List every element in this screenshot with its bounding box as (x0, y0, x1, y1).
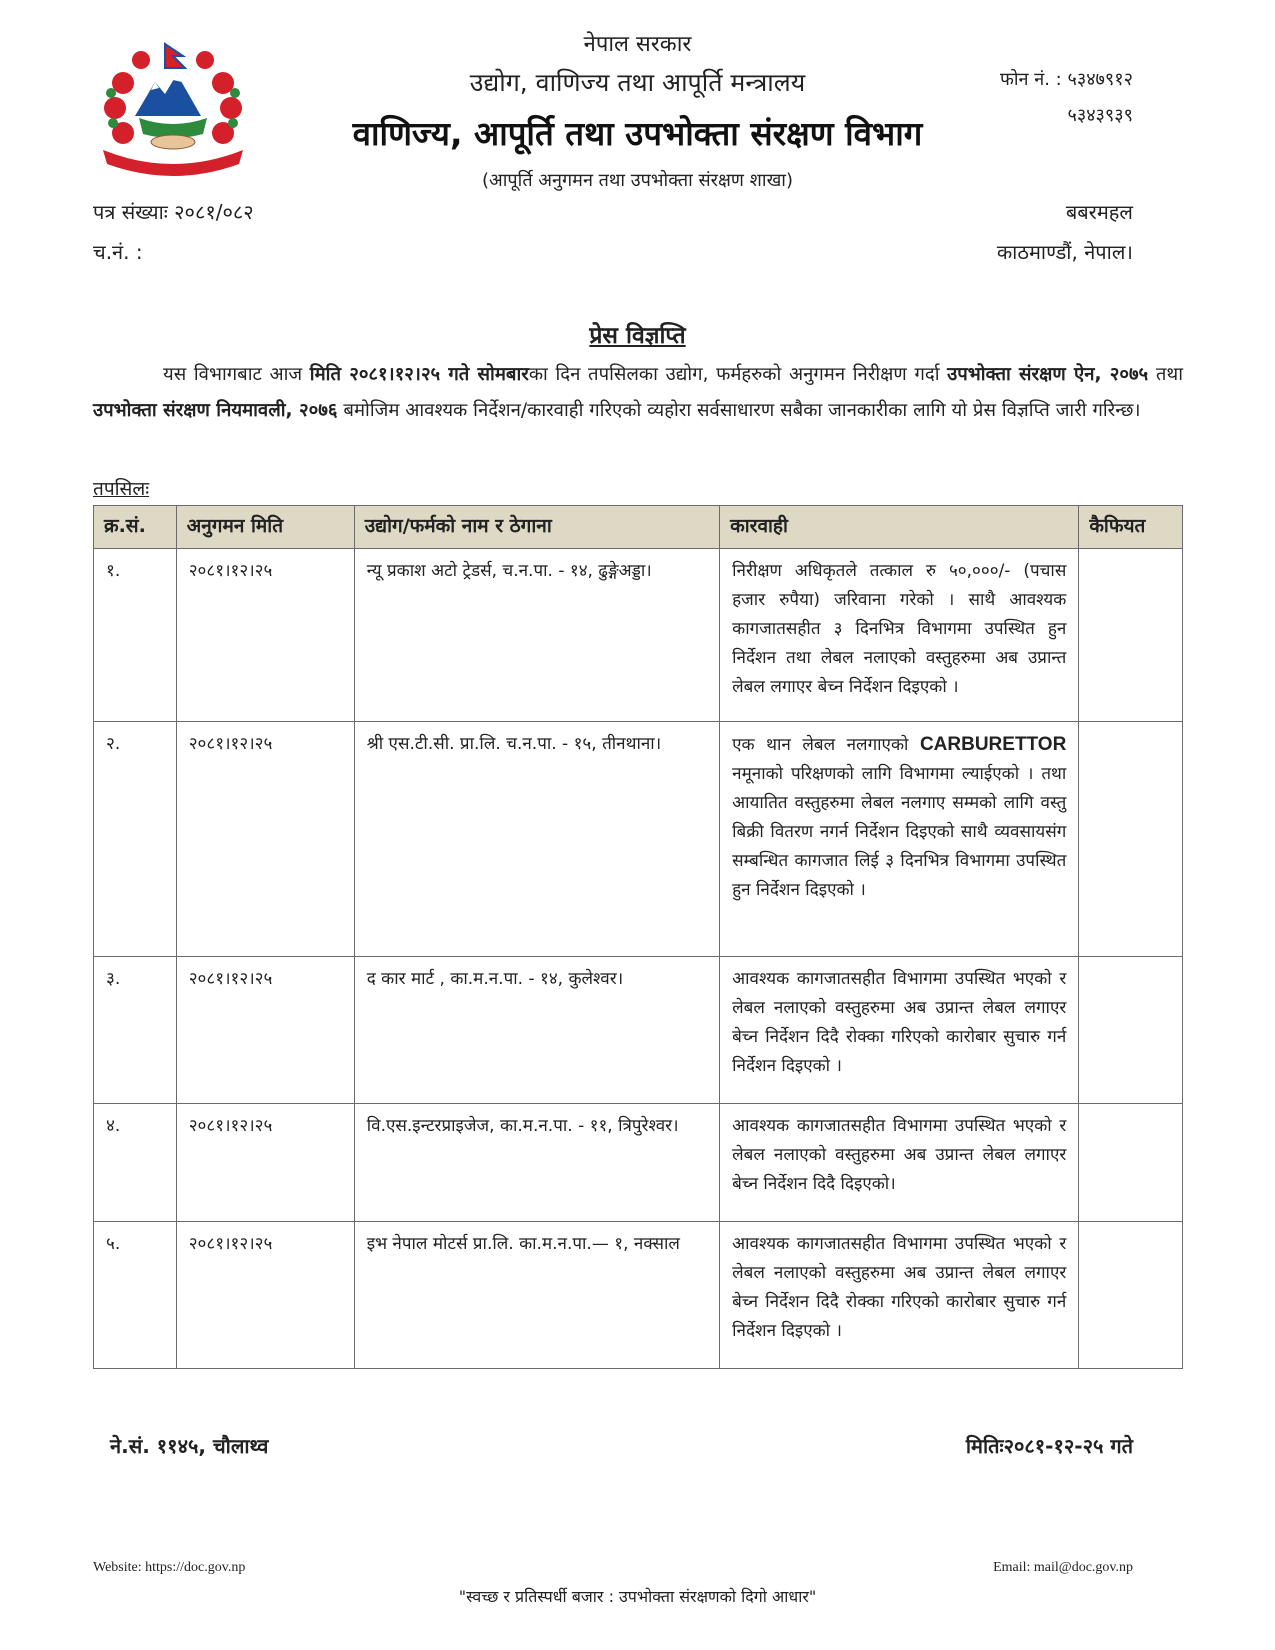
header-action: कारवाही (720, 506, 1079, 549)
cell-action: एक थान लेबल नलगाएको CARBURETTOR नमूनाको परिक्षणको लागि विभागमा ल्याईएको । तथा आयातित वस्तुहरुमा लेबल नलगाए सम्मको लागि वस्तु बिक्री वितरण नगर्न निर्देशन दिइएको साथै व्यवसायसंग सम्बन्धित कागजात लिई ३ दिनभित्र विभागमा उपस्थित हुन निर्देशन दिइएको । (720, 722, 1079, 957)
header-date: अनुगमन मिति (176, 506, 354, 549)
branch-name: (आपूर्ति अनुगमन तथा उपभोक्ता संरक्षण शाखा) (482, 170, 793, 191)
cell-sn: १. (94, 549, 177, 722)
table-header-row (94, 506, 1183, 549)
website-link[interactable]: Website: https://doc.gov.np (93, 1560, 246, 1575)
inspection-table (93, 505, 1183, 1369)
cell-sn: २. (94, 722, 177, 957)
cell-remarks (1079, 1104, 1183, 1222)
header-remarks: कैफियत (1079, 506, 1183, 549)
notice-paragraph: यस विभागबाट आज मिति २०८१।१२।२५ गते सोमबारका दिन तपसिलका उद्योग, फर्महरुको अनुगमन निरीक्षण गर्दा उपभोक्ता संरक्षण ऐन, २०७५ तथा उपभोक्ता संरक्षण नियमावली, २०७६ बमोजिम आवश्यक निर्देशन/कारवाही गरिएको व्यहोरा सर्वसाधारण सबैका जानकारीका लागि यो प्रेस विज्ञप्ति जारी गरिन्छ। (93, 364, 1183, 421)
table-row (94, 957, 1183, 1104)
cell-sn: ३. (94, 957, 177, 1104)
department-name: वाणिज्य, आपूर्ति तथा उपभोक्ता संरक्षण विभाग (352, 114, 923, 153)
cell-date: २०८१।१२।२५ (176, 1222, 354, 1369)
cell-sn: ५. (94, 1222, 177, 1369)
email-link[interactable]: Email: mail@doc.gov.np (993, 1560, 1133, 1575)
location-line-1: बबरमहल (1065, 200, 1133, 224)
cell-firm: वि.एस.इन्टरप्राइजेज, का.म.न.पा. - ११, त्रिपुरेश्वर। (354, 1104, 719, 1222)
cell-action: आवश्यक कागजातसहीत विभागमा उपस्थित भएको र लेबल नलाएको वस्तुहरुमा अब उप्रान्त लेबल लगाएर बेच्न निर्देशन दिदै दिइएको। (720, 1104, 1079, 1222)
nepal-government-emblem (93, 38, 253, 178)
letter-number: पत्र संख्याः २०८१/०८२ (93, 200, 254, 224)
cell-date: २०८१।१२।२५ (176, 722, 354, 957)
issue-date: मितिः२०८१-१२-२५ गते (965, 1434, 1133, 1458)
cell-date: २०८१।१२।२५ (176, 549, 354, 722)
table-row (94, 549, 1183, 722)
cell-firm: श्री एस.टी.सी. प्रा.लि. च.न.पा. - १५, तीनथाना। (354, 722, 719, 957)
phone-number-1: फोन नं. : ५३४७९१२ (1000, 69, 1133, 90)
carburettor-text: CARBURETTOR (919, 734, 1067, 755)
location-line-2: काठमाण्डौं, नेपाल। (996, 240, 1133, 264)
cell-remarks (1079, 549, 1183, 722)
cell-firm: न्यू प्रकाश अटो ट्रेडर्स, च.न.पा. - १४, ढुङ्गेअड्डा। (354, 549, 719, 722)
government-name: नेपाल सरकार (583, 32, 692, 57)
header-firm: उद्योग/फर्मको नाम र ठेगाना (354, 506, 719, 549)
press-release-title: प्रेस विज्ञप्ति (589, 323, 686, 349)
cell-action: आवश्यक कागजातसहीत विभागमा उपस्थित भएको र लेबल नलाएको वस्तुहरुमा अब उप्रान्त लेबल लगाएर बेच्न निर्देशन दिदै रोक्का गरिएको कारोबार सुचारु गर्न निर्देशन दिइएको । (720, 957, 1079, 1104)
cell-firm: द कार मार्ट , का.म.न.पा. - १४, कुलेश्वर। (354, 957, 719, 1104)
phone-number-2: ५३४३९३९ (1067, 105, 1133, 126)
cell-remarks (1079, 1222, 1183, 1369)
table-row (94, 722, 1183, 957)
cell-remarks (1079, 957, 1183, 1104)
cell-action: आवश्यक कागजातसहीत विभागमा उपस्थित भएको र लेबल नलाएको वस्तुहरुमा अब उप्रान्त लेबल लगाएर बेच्न निर्देशन दिदै रोक्का गरिएको कारोबार सुचारु गर्न निर्देशन दिइएको । (720, 1222, 1079, 1369)
cell-action: निरीक्षण अधिकृतले तत्काल रु ५०,०००/- (पचास हजार रुपैया) जरिवाना गरेको । साथै आवश्यक कागजातसहीत ३ दिनभित्र विभागमा उपस्थित हुन निर्देशन तथा लेबल नलाएको वस्तुहरुमा अब उप्रान्त लेबल लगाएर बेच्न निर्देशन दिइएको । (720, 549, 1079, 722)
phone-block (1000, 62, 1133, 134)
details-label: तपसिलः (93, 478, 150, 500)
cell-firm: इभ नेपाल मोटर्स प्रा.लि. का.म.न.पा.— १, नक्साल (354, 1222, 719, 1369)
header-sn: क्र.सं. (94, 506, 177, 549)
cell-date: २०८१।१२।२५ (176, 957, 354, 1104)
table-row (94, 1222, 1183, 1369)
dispatch-number: च.नं. : (93, 240, 143, 264)
nepal-sambat-date: ने.सं. ११४५, चौलाथ्व (110, 1434, 269, 1458)
ministry-name: उद्योग, वाणिज्य तथा आपूर्ति मन्त्रालय (469, 68, 806, 97)
cell-date: २०८१।१२।२५ (176, 1104, 354, 1222)
cell-sn: ४. (94, 1104, 177, 1222)
table-row (94, 1104, 1183, 1222)
cell-remarks (1079, 722, 1183, 957)
slogan: "स्वच्छ र प्रतिस्पर्धी बजार : उपभोक्ता संरक्षणको दिगो आधार" (458, 1587, 817, 1606)
